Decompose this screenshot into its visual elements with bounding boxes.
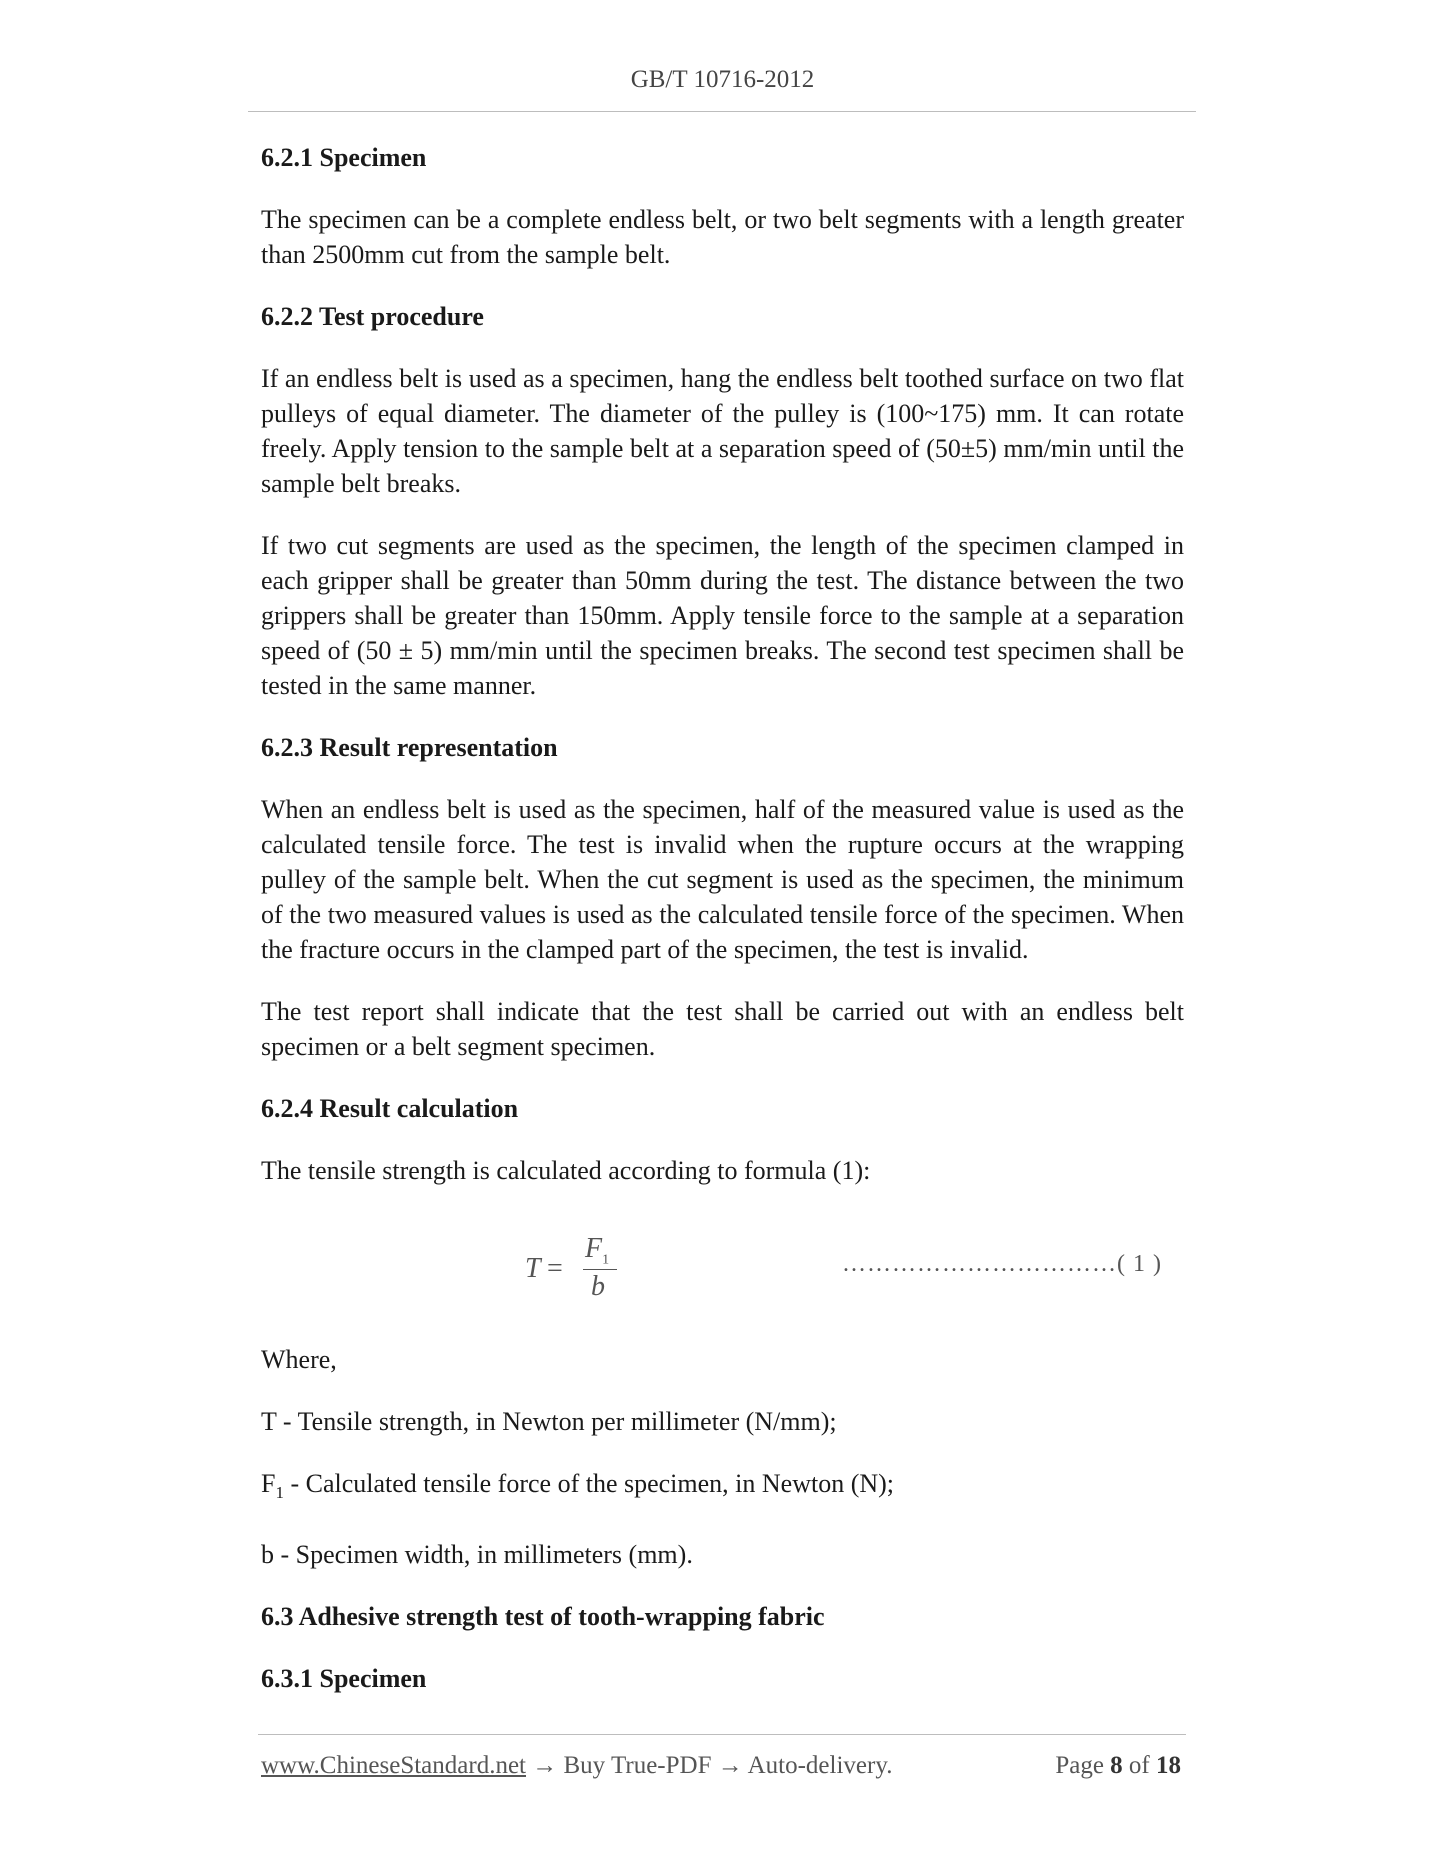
current-page: 8 — [1110, 1752, 1123, 1779]
page-header-title: GB/T 10716-2012 — [630, 66, 815, 93]
paragraph: If two cut segments are used as the specimen, the length of the specimen clamped in each gripper shall be greater than 50mm during the test. The distance between the two grippers shall be greater than 150mm. Apply tensile force to the sample at a separation speed of (50 ± 5) mm/min until the specimen breaks. The second test specimen shall be tested in the same manner. — [261, 531, 1184, 700]
section-heading-6-2-1: 6.2.1 Specimen — [261, 143, 427, 172]
where-label: Where, — [261, 1345, 337, 1374]
section-heading-6-2-4: 6.2.4 Result calculation — [261, 1094, 519, 1123]
formula-equals: = — [547, 1253, 563, 1284]
formula-number: ……………………………( 1 ) — [842, 1251, 1162, 1277]
section-heading-6-2-2: 6.2.2 Test procedure — [261, 302, 484, 331]
definition-F1: $F_1$ - Calculated tensile force of the specimen, in Newton (N); — [261, 1469, 895, 1503]
total-pages: 18 — [1156, 1752, 1181, 1779]
definition-T: T - Tensile strength, in Newton per millimeter (N/mm); — [261, 1407, 837, 1436]
page-footer — [261, 1752, 1181, 1786]
buy-true-pdf-text: Buy True-PDF — [563, 1752, 712, 1779]
auto-delivery-text: Auto-delivery. — [747, 1752, 893, 1779]
paragraph: When an endless belt is used as the specimen, half of the measured value is used as the calculated tensile force. The test is invalid when the rupture occurs at the wrapping pulley of the sample belt. When the cut segment is used as the specimen, the minimum of the two measured values is used as the calculated tensile force of the specimen. When the fracture occurs in the clamped part of the specimen, the test is invalid. — [261, 795, 1184, 964]
document-body — [261, 140, 1184, 1696]
formula-lhs: T — [525, 1253, 541, 1284]
arrow-right-icon: → — [532, 1752, 558, 1779]
section-heading-6-3: 6.3 Adhesive strength test of tooth-wrapping fabric — [261, 1602, 825, 1632]
chinesestandard-link[interactable]: www.ChineseStandard.net — [261, 1752, 526, 1779]
section-heading-6-3-1: 6.3.1 Specimen — [261, 1664, 427, 1694]
paragraph: If an endless belt is used as a specimen, hang the endless belt toothed surface on two flat pulleys of equal diameter. The diameter of the pulley is (100~175) mm. It can rotate freely. Apply tension to the sample belt at a separation speed of (50±5) mm/min until the sample belt breaks. — [261, 364, 1184, 498]
paragraph: The specimen can be a complete endless belt, or two belt segments with a length greater than 2500mm cut from the sample belt. — [261, 205, 1184, 269]
definition-b: b - Specimen width, in millimeters (mm). — [261, 1540, 693, 1570]
paragraph: The tensile strength is calculated according to formula (1): — [261, 1156, 871, 1185]
formula-numerator: $F_1$ — [585, 1233, 610, 1268]
page-indicator: Page 8 of 18 — [1055, 1752, 1181, 1779]
paragraph: The test report shall indicate that the test shall be carried out with an endless belt specimen or a belt segment specimen. — [261, 997, 1184, 1061]
header-divider — [248, 111, 1196, 112]
fraction-bar — [583, 1269, 617, 1270]
formula-block — [261, 1215, 1184, 1315]
footer-links — [261, 1752, 892, 1779]
arrow-right-icon: → — [717, 1752, 743, 1779]
formula-denominator: b — [591, 1271, 605, 1302]
section-heading-6-2-3: 6.2.3 Result representation — [261, 733, 558, 762]
formula-1 — [525, 1233, 635, 1303]
footer-divider — [258, 1734, 1186, 1735]
